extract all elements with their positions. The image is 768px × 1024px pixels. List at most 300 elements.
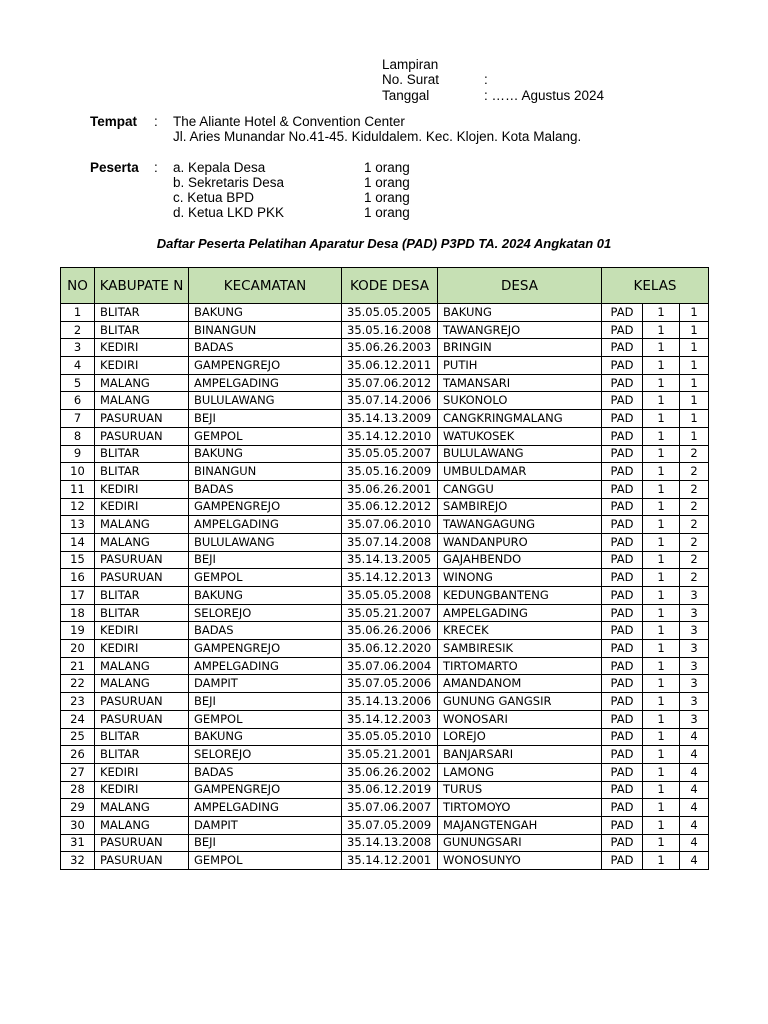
kelas-batch-cell: 1 bbox=[643, 675, 680, 693]
participant-table bbox=[60, 267, 709, 870]
kelas-batch-cell: 1 bbox=[643, 357, 680, 375]
kabupaten-cell: PASURUAN bbox=[95, 852, 189, 870]
kelas-group-cell: 4 bbox=[680, 799, 709, 817]
kabupaten-cell: BLITAR bbox=[95, 445, 189, 463]
kabupaten-cell: MALANG bbox=[95, 392, 189, 410]
kelas-batch-cell: 1 bbox=[643, 657, 680, 675]
table-row bbox=[61, 834, 709, 852]
kelas-group-cell: 3 bbox=[680, 710, 709, 728]
kabupaten-cell: PASURUAN bbox=[95, 710, 189, 728]
peserta-role: d. Ketua LKD PKK bbox=[173, 205, 285, 220]
peserta-count: 1 orang bbox=[364, 175, 410, 190]
table-row bbox=[61, 587, 709, 605]
kode-desa-cell: 35.14.13.2008 bbox=[342, 834, 438, 852]
kelas-type-cell: PAD bbox=[602, 852, 643, 870]
tempat-address: Jl. Aries Munandar No.41-45. Kiduldalem. Kec. Klojen. Kota Malang. bbox=[173, 129, 582, 144]
kelas-group-cell: 2 bbox=[680, 480, 709, 498]
row-number-cell: 5 bbox=[61, 374, 95, 392]
kelas-type-cell: PAD bbox=[602, 693, 643, 711]
kode-desa-cell: 35.06.12.2011 bbox=[342, 357, 438, 375]
kecamatan-cell: GAMPENGREJO bbox=[189, 357, 342, 375]
peserta-label: Peserta bbox=[90, 160, 139, 175]
header-kecamatan: KECAMATAN bbox=[189, 268, 342, 304]
kecamatan-cell: DAMPIT bbox=[189, 675, 342, 693]
kelas-batch-cell: 1 bbox=[643, 533, 680, 551]
kabupaten-cell: BLITAR bbox=[95, 604, 189, 622]
row-number-cell: 29 bbox=[61, 799, 95, 817]
kode-desa-cell: 35.14.12.2013 bbox=[342, 569, 438, 587]
kecamatan-cell: GEMPOL bbox=[189, 710, 342, 728]
desa-cell: WATUKOSEK bbox=[438, 427, 602, 445]
kabupaten-cell: PASURUAN bbox=[95, 410, 189, 428]
peserta-role: c. Ketua BPD bbox=[173, 190, 255, 205]
kelas-batch-cell: 1 bbox=[643, 463, 680, 481]
kecamatan-cell: GAMPENGREJO bbox=[189, 640, 342, 658]
kecamatan-cell: GAMPENGREJO bbox=[189, 498, 342, 516]
table-row bbox=[61, 445, 709, 463]
kabupaten-cell: BLITAR bbox=[95, 321, 189, 339]
table-row bbox=[61, 657, 709, 675]
kelas-group-cell: 2 bbox=[680, 445, 709, 463]
kelas-type-cell: PAD bbox=[602, 569, 643, 587]
kecamatan-cell: GEMPOL bbox=[189, 569, 342, 587]
kecamatan-cell: GAMPENGREJO bbox=[189, 781, 342, 799]
row-number-cell: 19 bbox=[61, 622, 95, 640]
kelas-type-cell: PAD bbox=[602, 763, 643, 781]
peserta-count: 1 orang bbox=[364, 160, 410, 175]
kode-desa-cell: 35.06.12.2012 bbox=[342, 498, 438, 516]
kode-desa-cell: 35.05.05.2010 bbox=[342, 728, 438, 746]
kelas-type-cell: PAD bbox=[602, 781, 643, 799]
kelas-type-cell: PAD bbox=[602, 657, 643, 675]
kode-desa-cell: 35.07.14.2006 bbox=[342, 392, 438, 410]
header-kelas: KELAS bbox=[602, 268, 709, 304]
kelas-group-cell: 4 bbox=[680, 816, 709, 834]
row-number-cell: 6 bbox=[61, 392, 95, 410]
kelas-group-cell: 4 bbox=[680, 728, 709, 746]
row-number-cell: 7 bbox=[61, 410, 95, 428]
kelas-group-cell: 1 bbox=[680, 427, 709, 445]
kelas-group-cell: 4 bbox=[680, 746, 709, 764]
desa-cell: LOREJO bbox=[438, 728, 602, 746]
desa-cell: MAJANGTENGAH bbox=[438, 816, 602, 834]
kode-desa-cell: 35.14.13.2005 bbox=[342, 551, 438, 569]
kelas-type-cell: PAD bbox=[602, 498, 643, 516]
table-row bbox=[61, 339, 709, 357]
header-kabupaten: KABUPATE N bbox=[95, 268, 189, 304]
desa-cell: WONOSUNYO bbox=[438, 852, 602, 870]
kabupaten-cell: PASURUAN bbox=[95, 569, 189, 587]
kelas-type-cell: PAD bbox=[602, 604, 643, 622]
kelas-group-cell: 4 bbox=[680, 834, 709, 852]
kelas-batch-cell: 1 bbox=[643, 321, 680, 339]
kelas-batch-cell: 1 bbox=[643, 410, 680, 428]
kelas-batch-cell: 1 bbox=[643, 569, 680, 587]
row-number-cell: 21 bbox=[61, 657, 95, 675]
kelas-batch-cell: 1 bbox=[643, 710, 680, 728]
row-number-cell: 13 bbox=[61, 516, 95, 534]
kecamatan-cell: SELOREJO bbox=[189, 746, 342, 764]
kode-desa-cell: 35.06.26.2006 bbox=[342, 622, 438, 640]
desa-cell: WONOSARI bbox=[438, 710, 602, 728]
kelas-group-cell: 3 bbox=[680, 622, 709, 640]
kelas-type-cell: PAD bbox=[602, 374, 643, 392]
kelas-batch-cell: 1 bbox=[643, 816, 680, 834]
kelas-type-cell: PAD bbox=[602, 516, 643, 534]
row-number-cell: 17 bbox=[61, 587, 95, 605]
kabupaten-cell: KEDIRI bbox=[95, 498, 189, 516]
row-number-cell: 23 bbox=[61, 693, 95, 711]
kecamatan-cell: BEJI bbox=[189, 834, 342, 852]
kode-desa-cell: 35.07.06.2010 bbox=[342, 516, 438, 534]
desa-cell: BRINGIN bbox=[438, 339, 602, 357]
kelas-group-cell: 1 bbox=[680, 410, 709, 428]
desa-cell: PUTIH bbox=[438, 357, 602, 375]
table-body bbox=[61, 304, 709, 870]
kelas-batch-cell: 1 bbox=[643, 746, 680, 764]
table-row bbox=[61, 763, 709, 781]
kelas-group-cell: 3 bbox=[680, 604, 709, 622]
table-row bbox=[61, 781, 709, 799]
row-number-cell: 11 bbox=[61, 480, 95, 498]
desa-cell: BANJARSARI bbox=[438, 746, 602, 764]
kelas-group-cell: 2 bbox=[680, 498, 709, 516]
kelas-batch-cell: 1 bbox=[643, 587, 680, 605]
kelas-group-cell: 3 bbox=[680, 675, 709, 693]
desa-cell: SAMBIRESIK bbox=[438, 640, 602, 658]
table-row bbox=[61, 357, 709, 375]
kabupaten-cell: MALANG bbox=[95, 675, 189, 693]
row-number-cell: 30 bbox=[61, 816, 95, 834]
kabupaten-cell: PASURUAN bbox=[95, 693, 189, 711]
kelas-type-cell: PAD bbox=[602, 587, 643, 605]
kelas-batch-cell: 1 bbox=[643, 834, 680, 852]
table-row bbox=[61, 498, 709, 516]
table-row bbox=[61, 799, 709, 817]
kode-desa-cell: 35.07.14.2008 bbox=[342, 533, 438, 551]
kabupaten-cell: BLITAR bbox=[95, 304, 189, 322]
row-number-cell: 22 bbox=[61, 675, 95, 693]
kelas-batch-cell: 1 bbox=[643, 551, 680, 569]
table-row bbox=[61, 569, 709, 587]
table-row bbox=[61, 746, 709, 764]
kelas-group-cell: 2 bbox=[680, 551, 709, 569]
kelas-batch-cell: 1 bbox=[643, 604, 680, 622]
kabupaten-cell: PASURUAN bbox=[95, 551, 189, 569]
kabupaten-cell: KEDIRI bbox=[95, 622, 189, 640]
kelas-batch-cell: 1 bbox=[643, 339, 680, 357]
kelas-group-cell: 2 bbox=[680, 533, 709, 551]
tanggal-value: : …… Agustus 2024 bbox=[484, 88, 605, 103]
kelas-group-cell: 3 bbox=[680, 587, 709, 605]
row-number-cell: 15 bbox=[61, 551, 95, 569]
kelas-type-cell: PAD bbox=[602, 710, 643, 728]
desa-cell: UMBULDAMAR bbox=[438, 463, 602, 481]
kode-desa-cell: 35.14.13.2006 bbox=[342, 693, 438, 711]
peserta-count: 1 orang bbox=[364, 205, 410, 220]
kelas-type-cell: PAD bbox=[602, 463, 643, 481]
kabupaten-cell: MALANG bbox=[95, 657, 189, 675]
kabupaten-cell: PASURUAN bbox=[95, 834, 189, 852]
kecamatan-cell: AMPELGADING bbox=[189, 657, 342, 675]
kelas-group-cell: 2 bbox=[680, 569, 709, 587]
kode-desa-cell: 35.05.05.2005 bbox=[342, 304, 438, 322]
kode-desa-cell: 35.07.05.2009 bbox=[342, 816, 438, 834]
table-row bbox=[61, 675, 709, 693]
kelas-batch-cell: 1 bbox=[643, 445, 680, 463]
peserta-separator: : bbox=[154, 160, 158, 175]
kelas-group-cell: 2 bbox=[680, 516, 709, 534]
kecamatan-cell: BADAS bbox=[189, 763, 342, 781]
kelas-group-cell: 1 bbox=[680, 392, 709, 410]
row-number-cell: 31 bbox=[61, 834, 95, 852]
kode-desa-cell: 35.06.12.2020 bbox=[342, 640, 438, 658]
kecamatan-cell: AMPELGADING bbox=[189, 799, 342, 817]
kabupaten-cell: BLITAR bbox=[95, 746, 189, 764]
row-number-cell: 2 bbox=[61, 321, 95, 339]
row-number-cell: 28 bbox=[61, 781, 95, 799]
kecamatan-cell: SELOREJO bbox=[189, 604, 342, 622]
kecamatan-cell: BULULAWANG bbox=[189, 392, 342, 410]
table-row bbox=[61, 392, 709, 410]
tempat-separator: : bbox=[154, 114, 158, 129]
table-row bbox=[61, 693, 709, 711]
kabupaten-cell: KEDIRI bbox=[95, 357, 189, 375]
kelas-group-cell: 1 bbox=[680, 357, 709, 375]
kabupaten-cell: MALANG bbox=[95, 374, 189, 392]
kecamatan-cell: GEMPOL bbox=[189, 427, 342, 445]
kabupaten-cell: BLITAR bbox=[95, 463, 189, 481]
row-number-cell: 26 bbox=[61, 746, 95, 764]
desa-cell: TIRTOMOYO bbox=[438, 799, 602, 817]
row-number-cell: 25 bbox=[61, 728, 95, 746]
desa-cell: SUKONOLO bbox=[438, 392, 602, 410]
kabupaten-cell: KEDIRI bbox=[95, 781, 189, 799]
kelas-batch-cell: 1 bbox=[643, 304, 680, 322]
kode-desa-cell: 35.06.12.2019 bbox=[342, 781, 438, 799]
kelas-type-cell: PAD bbox=[602, 622, 643, 640]
desa-cell: CANGGU bbox=[438, 480, 602, 498]
kode-desa-cell: 35.14.12.2010 bbox=[342, 427, 438, 445]
kelas-type-cell: PAD bbox=[602, 675, 643, 693]
table-row bbox=[61, 551, 709, 569]
kecamatan-cell: GEMPOL bbox=[189, 852, 342, 870]
kode-desa-cell: 35.05.21.2001 bbox=[342, 746, 438, 764]
desa-cell: KRECEK bbox=[438, 622, 602, 640]
kecamatan-cell: BEJI bbox=[189, 551, 342, 569]
desa-cell: GAJAHBENDO bbox=[438, 551, 602, 569]
kode-desa-cell: 35.05.05.2008 bbox=[342, 587, 438, 605]
desa-cell: TAWANGAGUNG bbox=[438, 516, 602, 534]
table-row bbox=[61, 410, 709, 428]
table-row bbox=[61, 480, 709, 498]
kode-desa-cell: 35.05.16.2009 bbox=[342, 463, 438, 481]
kelas-group-cell: 4 bbox=[680, 763, 709, 781]
row-number-cell: 1 bbox=[61, 304, 95, 322]
row-number-cell: 32 bbox=[61, 852, 95, 870]
table-row bbox=[61, 516, 709, 534]
desa-cell: BULULAWANG bbox=[438, 445, 602, 463]
desa-cell: TIRTOMARTO bbox=[438, 657, 602, 675]
header-no: NO bbox=[61, 268, 95, 304]
kabupaten-cell: PASURUAN bbox=[95, 427, 189, 445]
row-number-cell: 4 bbox=[61, 357, 95, 375]
kecamatan-cell: BADAS bbox=[189, 339, 342, 357]
kelas-type-cell: PAD bbox=[602, 321, 643, 339]
kelas-group-cell: 1 bbox=[680, 304, 709, 322]
kelas-group-cell: 1 bbox=[680, 321, 709, 339]
desa-cell: TURUS bbox=[438, 781, 602, 799]
row-number-cell: 10 bbox=[61, 463, 95, 481]
kode-desa-cell: 35.06.26.2002 bbox=[342, 763, 438, 781]
row-number-cell: 12 bbox=[61, 498, 95, 516]
table-row bbox=[61, 463, 709, 481]
kabupaten-cell: MALANG bbox=[95, 533, 189, 551]
kelas-type-cell: PAD bbox=[602, 480, 643, 498]
kelas-type-cell: PAD bbox=[602, 304, 643, 322]
kecamatan-cell: BAKUNG bbox=[189, 445, 342, 463]
kabupaten-cell: MALANG bbox=[95, 816, 189, 834]
kabupaten-cell: KEDIRI bbox=[95, 763, 189, 781]
tempat-venue: The Aliante Hotel & Convention Center bbox=[173, 114, 405, 129]
kelas-group-cell: 4 bbox=[680, 852, 709, 870]
kelas-batch-cell: 1 bbox=[643, 763, 680, 781]
desa-cell: LAMONG bbox=[438, 763, 602, 781]
kode-desa-cell: 35.14.12.2003 bbox=[342, 710, 438, 728]
kecamatan-cell: BINANGUN bbox=[189, 463, 342, 481]
kelas-type-cell: PAD bbox=[602, 816, 643, 834]
kelas-group-cell: 2 bbox=[680, 463, 709, 481]
table-row bbox=[61, 816, 709, 834]
peserta-role: b. Sekretaris Desa bbox=[173, 175, 285, 190]
kelas-batch-cell: 1 bbox=[643, 392, 680, 410]
kode-desa-cell: 35.14.13.2009 bbox=[342, 410, 438, 428]
kecamatan-cell: BULULAWANG bbox=[189, 533, 342, 551]
kode-desa-cell: 35.05.05.2007 bbox=[342, 445, 438, 463]
kelas-type-cell: PAD bbox=[602, 746, 643, 764]
row-number-cell: 9 bbox=[61, 445, 95, 463]
kode-desa-cell: 35.07.05.2006 bbox=[342, 675, 438, 693]
kecamatan-cell: BINANGUN bbox=[189, 321, 342, 339]
kelas-type-cell: PAD bbox=[602, 427, 643, 445]
header-kode-desa: KODE DESA bbox=[342, 268, 438, 304]
kecamatan-cell: BAKUNG bbox=[189, 587, 342, 605]
kecamatan-cell: BADAS bbox=[189, 480, 342, 498]
row-number-cell: 27 bbox=[61, 763, 95, 781]
desa-cell: WINONG bbox=[438, 569, 602, 587]
kode-desa-cell: 35.07.06.2012 bbox=[342, 374, 438, 392]
kecamatan-cell: AMPELGADING bbox=[189, 374, 342, 392]
kode-desa-cell: 35.14.12.2001 bbox=[342, 852, 438, 870]
kelas-type-cell: PAD bbox=[602, 392, 643, 410]
table-row bbox=[61, 304, 709, 322]
kabupaten-cell: BLITAR bbox=[95, 728, 189, 746]
kode-desa-cell: 35.07.06.2004 bbox=[342, 657, 438, 675]
kelas-batch-cell: 1 bbox=[643, 728, 680, 746]
row-number-cell: 24 bbox=[61, 710, 95, 728]
table-row bbox=[61, 852, 709, 870]
desa-cell: TAWANGREJO bbox=[438, 321, 602, 339]
kelas-batch-cell: 1 bbox=[643, 374, 680, 392]
kecamatan-cell: AMPELGADING bbox=[189, 516, 342, 534]
tempat-label: Tempat bbox=[90, 114, 138, 129]
table-row bbox=[61, 710, 709, 728]
row-number-cell: 16 bbox=[61, 569, 95, 587]
kelas-type-cell: PAD bbox=[602, 640, 643, 658]
kelas-group-cell: 3 bbox=[680, 640, 709, 658]
desa-cell: TAMANSARI bbox=[438, 374, 602, 392]
desa-cell: CANGKRINGMALANG bbox=[438, 410, 602, 428]
table-row bbox=[61, 640, 709, 658]
kelas-batch-cell: 1 bbox=[643, 781, 680, 799]
row-number-cell: 14 bbox=[61, 533, 95, 551]
kabupaten-cell: BLITAR bbox=[95, 587, 189, 605]
kelas-batch-cell: 1 bbox=[643, 799, 680, 817]
kecamatan-cell: BEJI bbox=[189, 693, 342, 711]
kelas-type-cell: PAD bbox=[602, 357, 643, 375]
kode-desa-cell: 35.06.26.2001 bbox=[342, 480, 438, 498]
no-surat-separator: : bbox=[484, 72, 488, 87]
desa-cell: KEDUNGBANTENG bbox=[438, 587, 602, 605]
kelas-type-cell: PAD bbox=[602, 728, 643, 746]
header-desa: DESA bbox=[438, 268, 602, 304]
desa-cell: GUNUNG GANGSIR bbox=[438, 693, 602, 711]
table-row bbox=[61, 427, 709, 445]
desa-cell: WANDANPURO bbox=[438, 533, 602, 551]
kelas-batch-cell: 1 bbox=[643, 622, 680, 640]
desa-cell: GUNUNGSARI bbox=[438, 834, 602, 852]
kecamatan-cell: BAKUNG bbox=[189, 304, 342, 322]
peserta-count: 1 orang bbox=[364, 190, 410, 205]
table-row bbox=[61, 622, 709, 640]
kelas-type-cell: PAD bbox=[602, 533, 643, 551]
kode-desa-cell: 35.07.06.2007 bbox=[342, 799, 438, 817]
kabupaten-cell: MALANG bbox=[95, 516, 189, 534]
kelas-type-cell: PAD bbox=[602, 799, 643, 817]
kabupaten-cell: MALANG bbox=[95, 799, 189, 817]
desa-cell: BAKUNG bbox=[438, 304, 602, 322]
kelas-batch-cell: 1 bbox=[643, 516, 680, 534]
kelas-group-cell: 1 bbox=[680, 339, 709, 357]
peserta-role: a. Kepala Desa bbox=[173, 160, 266, 175]
kabupaten-cell: KEDIRI bbox=[95, 640, 189, 658]
kode-desa-cell: 35.05.21.2007 bbox=[342, 604, 438, 622]
kelas-group-cell: 3 bbox=[680, 693, 709, 711]
row-number-cell: 20 bbox=[61, 640, 95, 658]
kabupaten-cell: KEDIRI bbox=[95, 339, 189, 357]
tanggal-label: Tanggal bbox=[382, 88, 430, 103]
lampiran-label: Lampiran bbox=[382, 57, 439, 72]
kelas-group-cell: 4 bbox=[680, 781, 709, 799]
kelas-batch-cell: 1 bbox=[643, 693, 680, 711]
kecamatan-cell: BAKUNG bbox=[189, 728, 342, 746]
kelas-type-cell: PAD bbox=[602, 834, 643, 852]
table-row bbox=[61, 321, 709, 339]
row-number-cell: 8 bbox=[61, 427, 95, 445]
kelas-type-cell: PAD bbox=[602, 445, 643, 463]
kelas-batch-cell: 1 bbox=[643, 427, 680, 445]
kelas-group-cell: 1 bbox=[680, 374, 709, 392]
row-number-cell: 18 bbox=[61, 604, 95, 622]
desa-cell: SAMBIREJO bbox=[438, 498, 602, 516]
table-row bbox=[61, 533, 709, 551]
kecamatan-cell: DAMPIT bbox=[189, 816, 342, 834]
kecamatan-cell: BADAS bbox=[189, 622, 342, 640]
row-number-cell: 3 bbox=[61, 339, 95, 357]
document-title: Daftar Peserta Pelatihan Aparatur Desa (PAD) P3PD TA. 2024 Angkatan 01 bbox=[156, 236, 612, 251]
kelas-batch-cell: 1 bbox=[643, 852, 680, 870]
kelas-batch-cell: 1 bbox=[643, 498, 680, 516]
